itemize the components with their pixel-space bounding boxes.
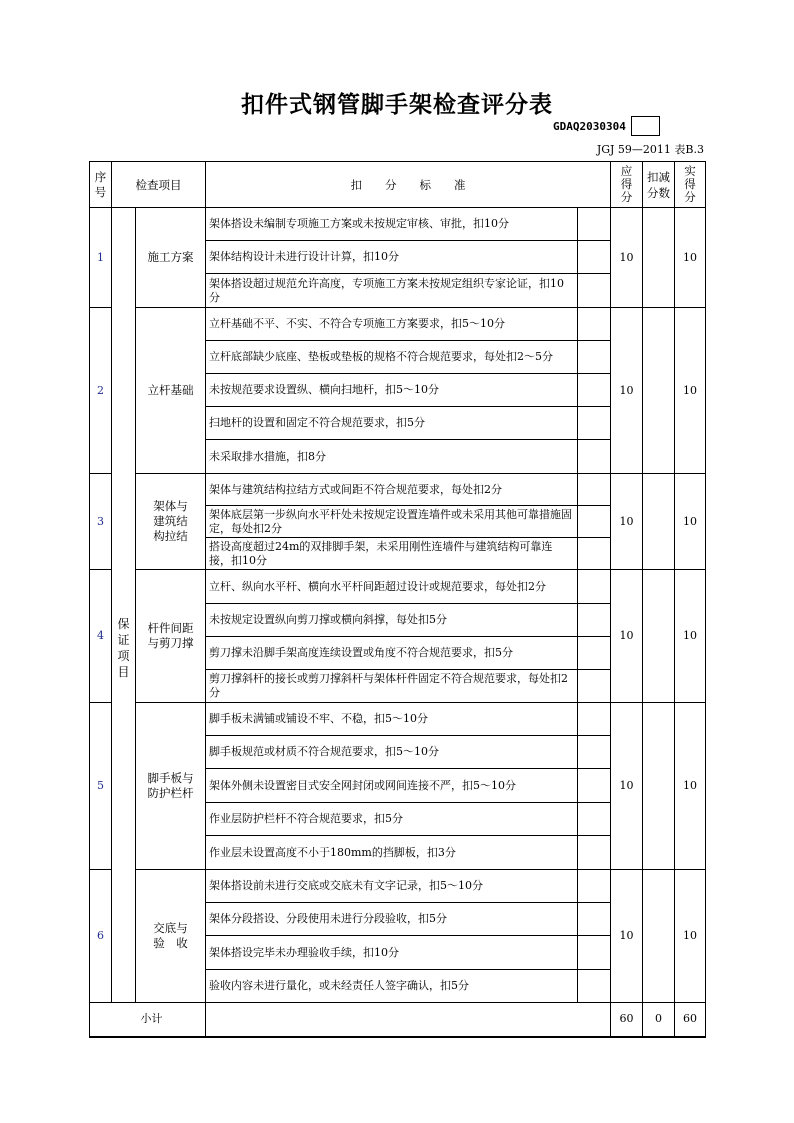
header-deduct: 扣减 分数 (643, 162, 675, 208)
row-number: 6 (90, 870, 112, 1003)
header-should-score: 应 得 分 (611, 162, 643, 208)
should-score: 10 (611, 208, 643, 308)
deduct-score[interactable] (643, 208, 675, 308)
actual-score: 10 (675, 570, 706, 703)
deduction-criterion: 扫地杆的设置和固定不符合规范要求，扣5分 (206, 407, 578, 440)
criterion-deduct-cell[interactable] (578, 736, 611, 769)
code-suffix-box (631, 116, 660, 136)
check-item: 立杆基础 (136, 308, 206, 474)
criterion-deduct-cell[interactable] (578, 803, 611, 836)
criteria-row (90, 474, 706, 506)
deduction-criterion: 架体分段搭设、分段使用未进行分段验收，扣5分 (206, 903, 578, 936)
deduction-criterion: 搭设高度超过24m的双排脚手架，未采用刚性连墙件与建筑结构可靠连接，扣10分 (206, 538, 578, 570)
should-score: 10 (611, 703, 643, 870)
header-row (90, 162, 706, 208)
subtotal-row (90, 1003, 706, 1037)
subtotal-label: 小计 (90, 1003, 206, 1037)
criterion-deduct-cell[interactable] (578, 308, 611, 341)
criterion-deduct-cell[interactable] (578, 970, 611, 1003)
check-item: 施工方案 (136, 208, 206, 308)
row-number: 5 (90, 703, 112, 870)
criterion-deduct-cell[interactable] (578, 274, 611, 308)
deduction-criterion: 剪刀撑未沿脚手架高度连续设置或角度不符合规范要求，扣5分 (206, 637, 578, 670)
actual-score: 10 (675, 703, 706, 870)
deduction-criterion: 架体结构设计未进行设计计算，扣10分 (206, 241, 578, 274)
actual-score: 10 (675, 308, 706, 474)
subtotal-blank (206, 1003, 611, 1037)
deduction-criterion: 架体搭设完毕未办理验收手续，扣10分 (206, 936, 578, 970)
header-seq: 序 号 (90, 162, 112, 208)
header-actual: 实 得 分 (675, 162, 706, 208)
row-number: 3 (90, 474, 112, 570)
criterion-deduct-cell[interactable] (578, 903, 611, 936)
criterion-deduct-cell[interactable] (578, 703, 611, 736)
score-table (89, 161, 706, 1038)
criteria-row (90, 208, 706, 241)
criterion-deduct-cell[interactable] (578, 407, 611, 440)
criterion-deduct-cell[interactable] (578, 769, 611, 803)
deduction-criterion: 架体搭设超过规范允许高度，专项施工方案未按规定组织专家论证，扣10分 (206, 274, 578, 308)
deduction-criterion: 立杆、纵向水平杆、横向水平杆间距超过设计或规范要求，每处扣2分 (206, 570, 578, 604)
deduction-criterion: 立杆基础不平、不实、不符合专项施工方案要求，扣5～10分 (206, 308, 578, 341)
deduct-score[interactable] (643, 474, 675, 570)
should-score: 10 (611, 308, 643, 474)
deduction-criterion: 脚手板规范或材质不符合规范要求，扣5～10分 (206, 736, 578, 769)
criterion-deduct-cell[interactable] (578, 538, 611, 570)
criterion-deduct-cell[interactable] (578, 374, 611, 407)
criterion-deduct-cell[interactable] (578, 637, 611, 670)
criterion-deduct-cell[interactable] (578, 241, 611, 274)
actual-score: 10 (675, 474, 706, 570)
criterion-deduct-cell[interactable] (578, 936, 611, 970)
deduct-score[interactable] (643, 570, 675, 703)
subtotal-should: 60 (611, 1003, 643, 1037)
criterion-deduct-cell[interactable] (578, 570, 611, 604)
standard-reference: JGJ 59—2011 表B.3 (596, 143, 704, 156)
subtotal-deduct: 0 (643, 1003, 675, 1037)
row-number: 4 (90, 570, 112, 703)
criterion-deduct-cell[interactable] (578, 836, 611, 870)
deduction-criterion: 未按规定设置纵向剪刀撑或横向斜撑，每处扣5分 (206, 604, 578, 637)
criteria-row (90, 570, 706, 604)
check-item: 交底与 验 收 (136, 870, 206, 1003)
deduction-criterion: 架体搭设前未进行交底或交底未有文字记录，扣5～10分 (206, 870, 578, 903)
criterion-deduct-cell[interactable] (578, 506, 611, 538)
actual-score: 10 (675, 208, 706, 308)
check-item: 架体与 建筑结 构拉结 (136, 474, 206, 570)
deduction-criterion: 验收内容未进行量化，或未经责任人签字确认，扣5分 (206, 970, 578, 1003)
page-title: 扣件式钢管脚手架检查评分表 (241, 92, 553, 118)
guarantee-items-label (112, 208, 136, 1003)
deduct-score[interactable] (643, 703, 675, 870)
guarantee-items-text: 保 证 项 目 (117, 617, 130, 679)
deduction-criterion: 未采取排水措施，扣8分 (206, 440, 578, 474)
header-item: 检查项目 (112, 162, 206, 208)
deduction-criterion: 立杆底部缺少底座、垫板或垫板的规格不符合规范要求，每处扣2～5分 (206, 341, 578, 374)
deduction-criterion: 作业层防护栏杆不符合规范要求，扣5分 (206, 803, 578, 836)
deduction-criterion: 架体搭设未编制专项施工方案或未按规定审核、审批，扣10分 (206, 208, 578, 241)
should-score: 10 (611, 570, 643, 703)
check-item: 杆件间距 与剪刀撑 (136, 570, 206, 703)
deduction-criterion: 作业层未设置高度不小于180mm的挡脚板，扣3分 (206, 836, 578, 870)
subtotal-actual: 60 (675, 1003, 706, 1037)
deduct-score[interactable] (643, 870, 675, 1003)
criterion-deduct-cell[interactable] (578, 208, 611, 241)
row-number: 1 (90, 208, 112, 308)
deduction-criterion: 剪刀撑斜杆的接长或剪刀撑斜杆与架体杆件固定不符合规范要求，每处扣2分 (206, 670, 578, 703)
criteria-row (90, 703, 706, 736)
criterion-deduct-cell[interactable] (578, 604, 611, 637)
deduction-criterion: 未按规范要求设置纵、横向扫地杆，扣5～10分 (206, 374, 578, 407)
criterion-deduct-cell[interactable] (578, 440, 611, 474)
row-number: 2 (90, 308, 112, 474)
header-criteria: 扣 分 标 准 (206, 162, 611, 208)
check-item: 脚手板与 防护栏杆 (136, 703, 206, 870)
criterion-deduct-cell[interactable] (578, 670, 611, 703)
criterion-deduct-cell[interactable] (578, 474, 611, 506)
should-score: 10 (611, 474, 643, 570)
criteria-row (90, 308, 706, 341)
criterion-deduct-cell[interactable] (578, 341, 611, 374)
criteria-row (90, 870, 706, 903)
form-code: GDAQ2030304 (553, 120, 626, 133)
deduction-criterion: 架体与建筑结构拉结方式或间距不符合规范要求，每处扣2分 (206, 474, 578, 506)
deduction-criterion: 架体底层第一步纵向水平杆处未按规定设置连墙件或未采用其他可靠措施固定，每处扣2分 (206, 506, 578, 538)
criterion-deduct-cell[interactable] (578, 870, 611, 903)
deduction-criterion: 脚手板未满铺或铺设不牢、不稳，扣5～10分 (206, 703, 578, 736)
deduction-criterion: 架体外侧未设置密目式安全网封闭或网间连接不严，扣5～10分 (206, 769, 578, 803)
should-score: 10 (611, 870, 643, 1003)
actual-score: 10 (675, 870, 706, 1003)
deduct-score[interactable] (643, 308, 675, 474)
